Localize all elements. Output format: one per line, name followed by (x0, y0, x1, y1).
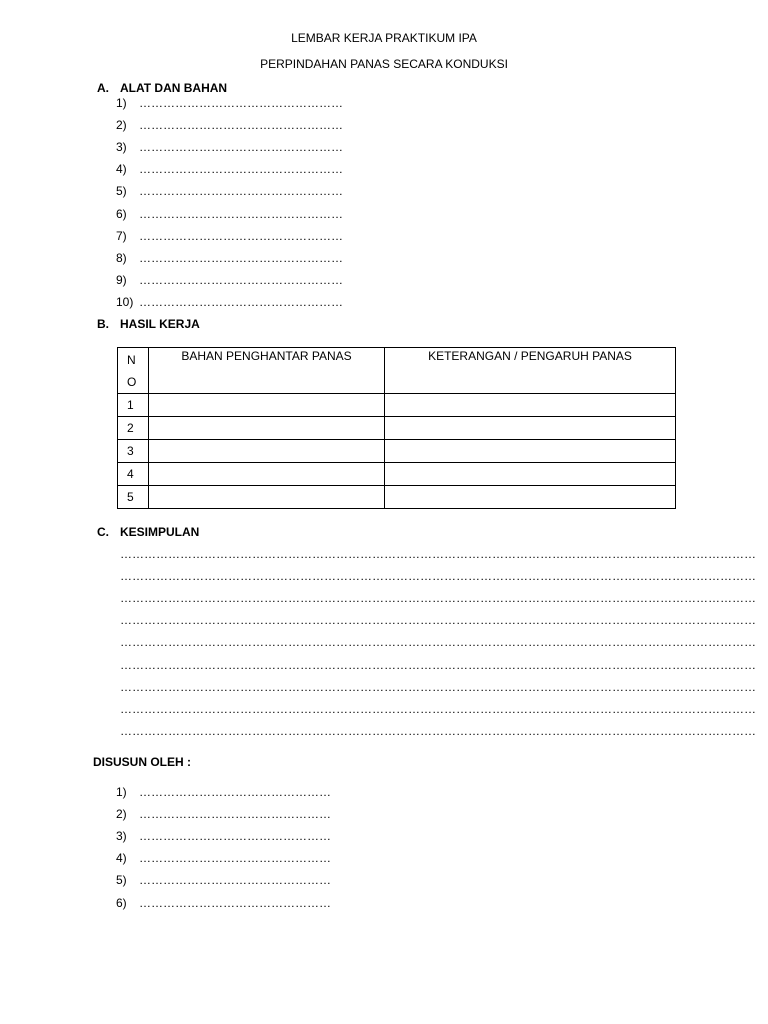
list-item-blank[interactable]: …………………………………………… (139, 250, 343, 265)
list-item-blank[interactable]: …………………………………………… (139, 118, 343, 133)
list-item-number: 4) (116, 162, 127, 177)
table-row (118, 463, 676, 486)
row-bahan-cell[interactable] (149, 486, 385, 509)
kesimpulan-line[interactable]: …………………………………………………………………………………………………………………………………………… (120, 723, 756, 738)
kesimpulan-line[interactable]: …………………………………………………………………………………………………………………………………………… (120, 679, 756, 694)
list-item-blank[interactable]: …………………………………………… (139, 184, 343, 199)
list-item-number: 6) (116, 895, 127, 910)
list-item-number: 2) (116, 807, 127, 822)
hasil-kerja-table (117, 347, 676, 509)
list-item-blank[interactable]: …………………………………………… (139, 272, 343, 287)
list-item-number: 10) (116, 294, 134, 309)
list-item-number: 8) (116, 250, 127, 265)
kesimpulan-line[interactable]: …………………………………………………………………………………………………………………………………………… (120, 569, 756, 584)
header-keterangan: KETERANGAN / PENGARUH PANAS (385, 348, 676, 394)
row-keterangan-cell[interactable] (385, 440, 676, 463)
list-item-number: 7) (116, 228, 127, 243)
section-c-label: C. (97, 525, 109, 539)
table-row (118, 440, 676, 463)
list-item-blank[interactable]: ………………………………………… (139, 873, 331, 888)
list-item-number: 5) (116, 184, 127, 199)
row-keterangan-cell[interactable] (385, 394, 676, 417)
row-no: 1 (118, 394, 149, 417)
list-item-blank[interactable]: …………………………………………… (139, 162, 343, 177)
table-row (118, 417, 676, 440)
document-title: LEMBAR KERJA PRAKTIKUM IPA (291, 31, 477, 45)
row-keterangan-cell[interactable] (385, 463, 676, 486)
row-no: 2 (118, 417, 149, 440)
kesimpulan-line[interactable]: …………………………………………………………………………………………………………………………………………… (120, 701, 756, 716)
kesimpulan-line[interactable]: …………………………………………………………………………………………………………………………………………… (120, 591, 756, 606)
header-no (118, 348, 149, 394)
list-item-blank[interactable]: …………………………………………… (139, 140, 343, 155)
section-a-label: A. (97, 81, 109, 95)
header-no-line2: O (127, 375, 137, 389)
kesimpulan-line[interactable]: …………………………………………………………………………………………………………………………………………… (120, 657, 756, 672)
list-item-blank[interactable]: ………………………………………… (139, 829, 331, 844)
list-item-number: 1) (116, 785, 127, 799)
list-item-blank[interactable]: …………………………………………… (139, 96, 343, 110)
list-item-number: 5) (116, 873, 127, 888)
row-bahan-cell[interactable] (149, 417, 385, 440)
row-no: 3 (118, 440, 149, 463)
row-no: 5 (118, 486, 149, 509)
row-bahan-cell[interactable] (149, 440, 385, 463)
document-subtitle: PERPINDAHAN PANAS SECARA KONDUKSI (260, 57, 508, 71)
list-item-blank[interactable]: …………………………………………… (139, 294, 343, 309)
list-item-number: 4) (116, 851, 127, 866)
list-item-number: 6) (116, 206, 127, 221)
list-item-blank[interactable]: …………………………………………… (139, 228, 343, 243)
table-row (118, 394, 676, 417)
section-b-label: B. (97, 317, 109, 331)
list-item-blank[interactable]: …………………………………………… (139, 206, 343, 221)
list-item-blank[interactable]: ………………………………………… (139, 785, 331, 799)
list-item-number: 3) (116, 140, 127, 155)
header-no-line1: N (127, 353, 136, 367)
kesimpulan-line[interactable]: …………………………………………………………………………………………………………………………………………… (120, 613, 756, 628)
list-item-number: 3) (116, 829, 127, 844)
row-bahan-cell[interactable] (149, 394, 385, 417)
section-b-heading: HASIL KERJA (120, 317, 200, 331)
list-item-number: 9) (116, 272, 127, 287)
list-item-blank[interactable]: ………………………………………… (139, 851, 331, 866)
kesimpulan-line[interactable]: …………………………………………………………………………………………………………………………………………… (120, 635, 756, 650)
row-bahan-cell[interactable] (149, 463, 385, 486)
table-row (118, 486, 676, 509)
header-bahan: BAHAN PENGHANTAR PANAS (149, 348, 385, 394)
list-item-blank[interactable]: ………………………………………… (139, 807, 331, 822)
section-a-heading: ALAT DAN BAHAN (120, 81, 228, 95)
row-no: 4 (118, 463, 149, 486)
section-c-heading: KESIMPULAN (120, 525, 200, 539)
row-keterangan-cell[interactable] (385, 417, 676, 440)
kesimpulan-line[interactable]: …………………………………………………………………………………………………………………………………………… (120, 547, 756, 561)
list-item-number: 2) (116, 118, 127, 133)
row-keterangan-cell[interactable] (385, 486, 676, 509)
disusun-heading: DISUSUN OLEH : (93, 755, 192, 769)
list-item-blank[interactable]: ………………………………………… (139, 895, 331, 910)
table-header-row (118, 348, 676, 394)
list-item-number: 1) (116, 96, 127, 110)
